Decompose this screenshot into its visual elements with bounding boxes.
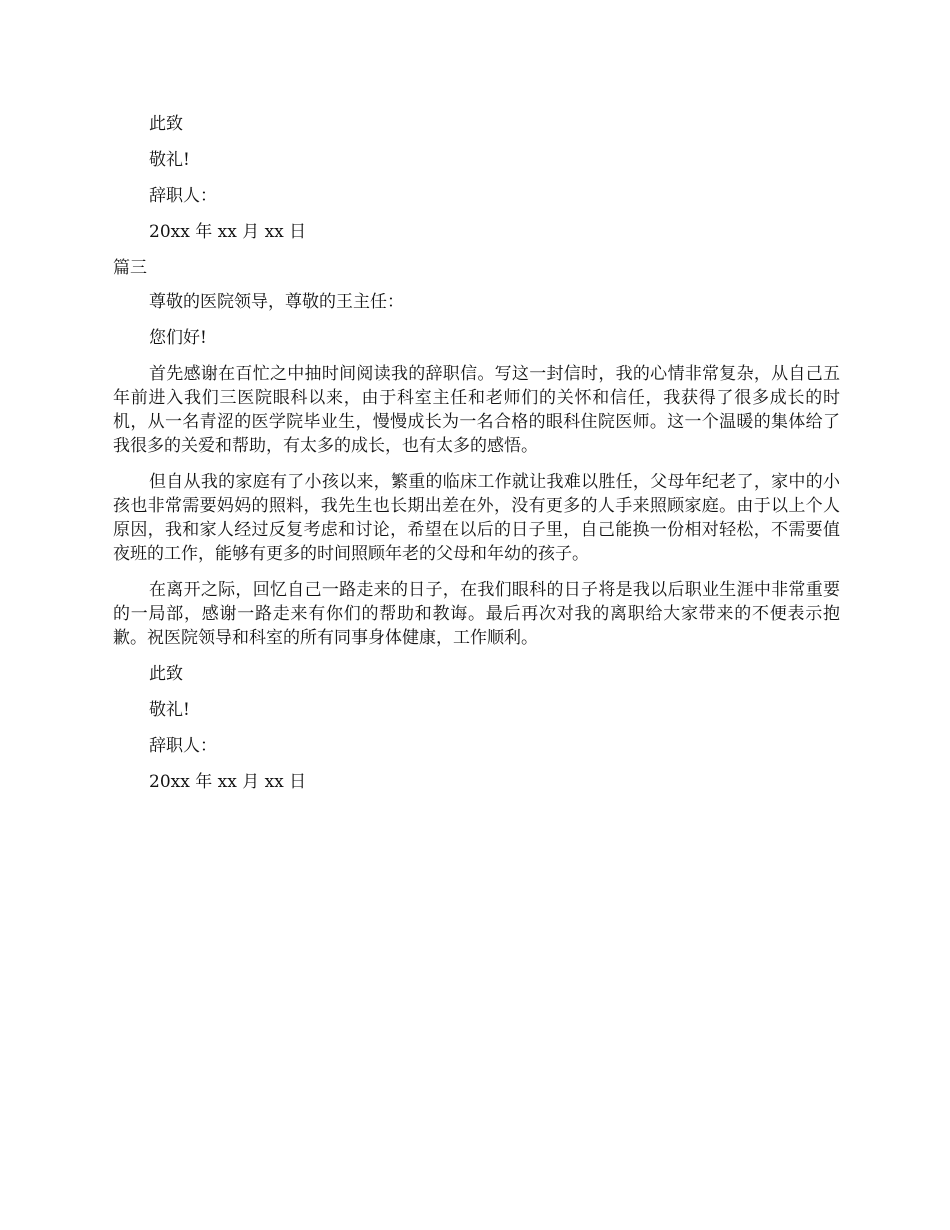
signer-label: 辞职人： <box>149 186 217 206</box>
body-paragraph: 但自从我的家庭有了小孩以来，繁重的临床工作就让我难以胜任，父母年纪老了，家中的小孩也非常需要妈妈的照料，我先生也长期出差在外，没有更多的人手来照顾家庭。由于以上个人原因，我和家人经过反复考虑和讨论，希望在以后的日子里，自己能换一份相对轻松，不需要值夜班的工作，能够有更多的时间照顾年老的父母和年幼的孩子。 <box>113 472 840 564</box>
closing-regards: 敬礼! <box>149 150 190 170</box>
section-heading: 篇三 <box>113 258 147 278</box>
closing-regards: 敬礼! <box>149 700 190 720</box>
closing-salutation: 此致 <box>149 114 183 134</box>
signer-label: 辞职人： <box>149 736 217 756</box>
letter-date: 20xx 年 xx 月 xx 日 <box>149 772 307 792</box>
body-paragraph: 在离开之际，回忆自己一路走来的日子，在我们眼科的日子将是我以后职业生涯中非常重要的一局部，感谢一路走来有你们的帮助和教诲。最后再次对我的离职给大家带来的不便表示抱歉。祝医院领导和科室的所有同事身体健康，工作顺利。 <box>113 580 840 648</box>
letter-date: 20xx 年 xx 月 xx 日 <box>149 222 307 242</box>
letter-addressee: 尊敬的医院领导，尊敬的王主任： <box>149 292 404 312</box>
closing-salutation: 此致 <box>149 664 183 684</box>
body-paragraph: 首先感谢在百忙之中抽时间阅读我的辞职信。写这一封信时，我的心情非常复杂，从自己五年前进入我们三医院眼科以来，由于科室主任和老师们的关怀和信任，我获得了很多成长的时机，从一名青涩的医学院毕业生，慢慢成长为一名合格的眼科住院医师。这一个温暖的集体给了我很多的关爱和帮助，有太多的成长，也有太多的感悟。 <box>113 364 840 456</box>
letter-greeting: 您们好! <box>149 328 207 348</box>
